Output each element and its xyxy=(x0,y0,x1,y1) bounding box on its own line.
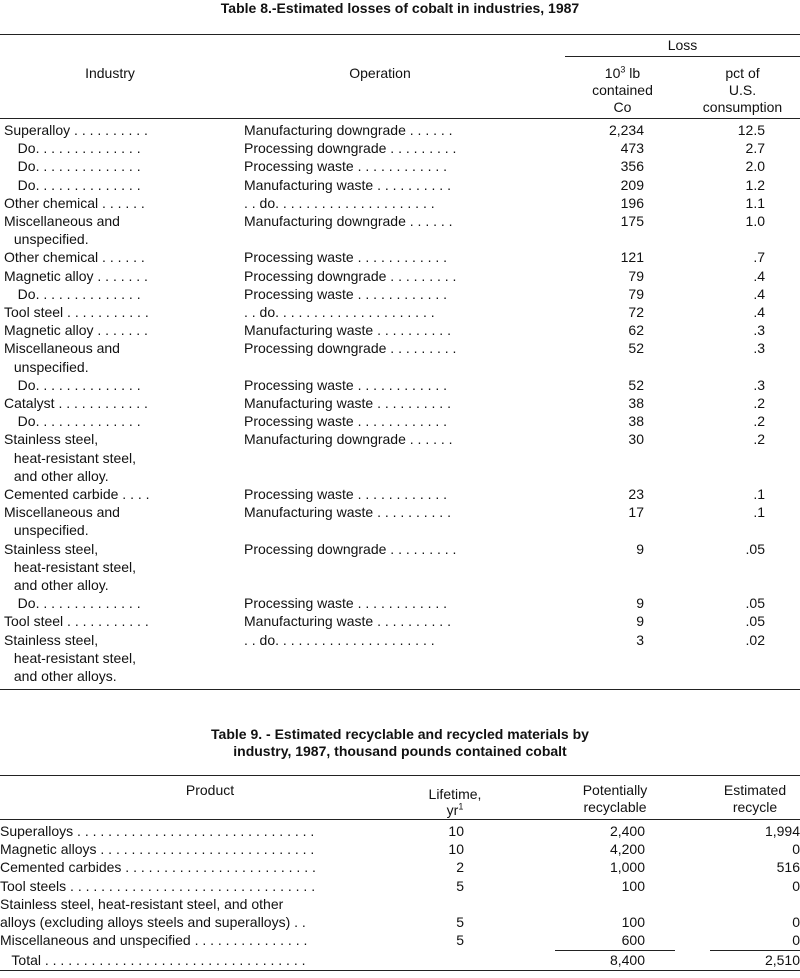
table8-industry-cell: unspecified. xyxy=(10,231,89,248)
table8-industry-cell: Other chemical . . . . . . xyxy=(4,194,145,211)
table9-estimated-cell: 1,994 xyxy=(764,823,800,839)
table9-top-rule xyxy=(0,775,800,776)
table8-header-rule xyxy=(0,118,800,119)
table9-total-potential: 8,400 xyxy=(609,952,645,968)
table8-pct-cell: .3 xyxy=(753,322,765,339)
table9-bottom-rule xyxy=(0,970,800,971)
footnote-marker: 1 xyxy=(458,801,464,812)
table8-pct-cell: .3 xyxy=(753,340,765,357)
table8-industry-cell: Magnetic alloy . . . . . . . xyxy=(4,267,148,284)
table9-product-cell: alloys (excluding alloys steels and superalloys) . . xyxy=(0,914,306,930)
table8-pct-cell: .3 xyxy=(753,376,765,393)
table9-header-rule xyxy=(0,819,800,820)
table8-industry-cell: Cemented carbide . . . . xyxy=(4,486,150,502)
table8-pct-cell: .02 xyxy=(745,631,765,648)
table8-operation-cell: Processing waste . . . . . . . . . . . . xyxy=(244,376,448,393)
table9-lifetime-cell: 10 xyxy=(448,823,464,839)
table8-industry-cell: Miscellaneous and xyxy=(4,213,120,229)
table8-pct-cell: 12.5 xyxy=(737,122,765,138)
table9-potential-cell: 100 xyxy=(621,877,645,894)
table9-product-header: Product xyxy=(185,782,235,798)
table8-operation-cell: . . do. . . . . . . . . . . . . . . . . . . . . xyxy=(244,194,435,211)
table8-industry-cell: Miscellaneous and xyxy=(4,504,120,521)
table9-estimated-header-1: Estimated xyxy=(723,782,787,798)
table8-lb-cell: 17 xyxy=(628,504,644,521)
table8-operation-cell: Processing waste . . . . . . . . . . . . xyxy=(244,158,448,175)
table8-operation-cell: Processing waste . . . . . . . . . . . . xyxy=(244,285,448,302)
table8-pct-cell: .2 xyxy=(753,431,765,448)
table9-potential-cell: 100 xyxy=(621,914,645,930)
table8-pct-cell: 1.2 xyxy=(745,176,765,193)
table8-industry-cell: Catalyst . . . . . . . . . . . . xyxy=(4,395,148,411)
table8-lb-cell: 38 xyxy=(628,395,644,411)
table8-industry-cell: heat-resistant steel, xyxy=(10,449,137,466)
table8-industry-cell: Miscellaneous and xyxy=(4,340,120,357)
table8-title: Table 8.-Estimated losses of cobalt in industries, 1987 xyxy=(220,0,580,16)
table8-pct-cell: .1 xyxy=(753,486,765,502)
table9-product-cell: Tool steels . . . . . . . . . . . . . . . . . . . . . . . . . . . . . . . . xyxy=(0,877,316,894)
table9-total-estimated: 2,510 xyxy=(764,952,800,968)
table8-lb-cell: 38 xyxy=(628,413,644,430)
table8-lb-header-2: contained xyxy=(592,82,653,98)
table8-operation-cell: Processing downgrade . . . . . . . . . xyxy=(244,267,457,284)
table9-lifetime-header-2 xyxy=(410,801,500,819)
table8-operation-cell: Processing downgrade . . . . . . . . . xyxy=(244,540,457,557)
table8-pct-cell: .4 xyxy=(753,285,765,302)
table8-industry-cell: Stainless steel, xyxy=(4,540,99,557)
table8-industry-cell: Do. . . . . . . . . . . . . . xyxy=(6,376,141,393)
table8-industry-cell: Tool steel . . . . . . . . . . . xyxy=(4,304,149,320)
table8-industry-cell: Other chemical . . . . . . xyxy=(4,249,145,266)
table8-lb-cell: 9 xyxy=(636,613,644,630)
table8-industry-cell: and other alloys. xyxy=(10,668,117,684)
table8-lb-cell: 79 xyxy=(628,267,644,284)
table8-pct-cell: 1.1 xyxy=(745,194,765,211)
table8-pct-cell: .4 xyxy=(753,304,765,320)
table8-operation-cell: . . do. . . . . . . . . . . . . . . . . . . . . xyxy=(244,304,435,320)
table8-pct-cell: 1.0 xyxy=(745,213,765,229)
table8-industry-cell: Stainless steel, xyxy=(4,431,99,448)
table9-potential-cell: 600 xyxy=(621,932,645,949)
table8-pct-cell: .7 xyxy=(753,249,765,266)
table8-loss-header: Loss xyxy=(667,37,698,53)
table9-potential-header-1: Potentially xyxy=(582,782,648,798)
table8-operation-cell: Processing waste . . . . . . . . . . . . xyxy=(244,595,448,612)
table8-operation-cell: Manufacturing waste . . . . . . . . . . xyxy=(244,504,451,521)
table8-lb-cell: 175 xyxy=(620,213,644,229)
table9-estimated-cell: 516 xyxy=(776,859,800,876)
table9-lifetime-cell: 5 xyxy=(456,877,464,894)
table9-lifetime-header-1: Lifetime, xyxy=(428,786,482,802)
table8-operation-header: Operation xyxy=(349,65,411,81)
table8-operation-cell: Manufacturing downgrade . . . . . . xyxy=(244,122,453,138)
table8-lb-cell: 79 xyxy=(628,285,644,302)
table8-lb-header-1 xyxy=(565,64,680,82)
table8-lb-cell: 52 xyxy=(628,376,644,393)
table8-industry-cell: unspecified. xyxy=(10,358,89,375)
table9-potential-header-2: recyclable xyxy=(583,799,647,815)
table8-industry-cell: Do. . . . . . . . . . . . . . xyxy=(6,285,141,302)
table8-lb-cell: 52 xyxy=(628,340,644,357)
table9-product-cell: Stainless steel, heat-resistant steel, and other xyxy=(0,895,284,912)
lifetime-unit: yr xyxy=(446,802,459,818)
table8-industry-cell: Tool steel . . . . . . . . . . . xyxy=(4,613,149,630)
table8-operation-cell: Processing downgrade . . . . . . . . . xyxy=(244,140,457,157)
table9-product-cell: Magnetic alloys . . . . . . . . . . . . . . . . . . . . . . . . . . . . xyxy=(0,841,315,858)
table8-pct-cell: .2 xyxy=(753,413,765,430)
table8-pct-header-1: pct of xyxy=(725,65,760,81)
table8-top-rule xyxy=(0,34,800,35)
table8-bottom-rule xyxy=(0,689,800,690)
table8-operation-cell: Processing waste . . . . . . . . . . . . xyxy=(244,249,448,266)
table8-lb-cell: 209 xyxy=(620,176,644,193)
table9-product-cell: Cemented carbides . . . . . . . . . . . . . . . . . . . . . . . . . xyxy=(0,859,316,876)
table8-pct-cell: .1 xyxy=(753,504,765,521)
table9-estimated-cell: 0 xyxy=(792,932,800,949)
table8-lb-cell: 62 xyxy=(628,322,644,339)
table8-industry-cell: heat-resistant steel, xyxy=(10,558,137,575)
table8-industry-cell: heat-resistant steel, xyxy=(10,649,137,666)
table8-industry-cell: unspecified. xyxy=(10,522,89,539)
table8-industry-cell: Do. . . . . . . . . . . . . . xyxy=(6,413,141,430)
table8-pct-cell: .05 xyxy=(745,595,765,612)
table8-industry-cell: Do. . . . . . . . . . . . . . xyxy=(6,140,141,157)
table8-lb-cell: 3 xyxy=(636,631,644,648)
table8-industry-cell: Do. . . . . . . . . . . . . . xyxy=(6,595,141,612)
table9-lifetime-cell: 5 xyxy=(456,914,464,930)
table9-potential-cell: 2,400 xyxy=(609,823,645,839)
table8-pct-cell: 2.0 xyxy=(745,158,765,175)
table8-pct-cell: .2 xyxy=(753,395,765,411)
table8-lb-cell: 9 xyxy=(636,540,644,557)
table9-title-line2: industry, 1987, thousand pounds contained cobalt xyxy=(233,743,567,759)
table8-industry-cell: and other alloy. xyxy=(10,577,109,593)
table8-operation-cell: Processing waste . . . . . . . . . . . . xyxy=(244,413,448,430)
table8-operation-cell: . . do. . . . . . . . . . . . . . . . . . . . . xyxy=(244,631,435,648)
table8-pct-cell: .05 xyxy=(745,540,765,557)
table9-total-label: Total . . . . . . . . . . . . . . . . . . . . . . . . . . . . . . . . . . xyxy=(0,952,306,968)
table8-operation-cell: Manufacturing waste . . . . . . . . . . xyxy=(244,395,451,411)
table8-industry-cell: Do. . . . . . . . . . . . . . xyxy=(6,158,141,175)
table8-industry-cell: and other alloy. xyxy=(10,467,109,484)
lb-exponent: 3 xyxy=(620,64,626,75)
table9-potential-cell: 1,000 xyxy=(609,859,645,876)
table8-operation-cell: Manufacturing waste . . . . . . . . . . xyxy=(244,322,451,339)
table8-industry-header: Industry xyxy=(85,65,135,81)
table8-lb-cell: 23 xyxy=(628,486,644,502)
table8-pct-cell: .4 xyxy=(753,267,765,284)
table9-estimated-cell: 0 xyxy=(792,877,800,894)
table8-operation-cell: Manufacturing downgrade . . . . . . xyxy=(244,431,453,448)
table9-lifetime-cell: 2 xyxy=(456,859,464,876)
table9-lifetime-cell: 10 xyxy=(448,841,464,858)
table8-industry-cell: Magnetic alloy . . . . . . . xyxy=(4,322,148,339)
table8-operation-cell: Manufacturing waste . . . . . . . . . . xyxy=(244,613,451,630)
table8-lb-cell: 9 xyxy=(636,595,644,612)
table8-operation-cell: Processing waste . . . . . . . . . . . . xyxy=(244,486,448,502)
table8-operation-cell: Processing downgrade . . . . . . . . . xyxy=(244,340,457,357)
table9-estimated-cell: 0 xyxy=(792,841,800,858)
table8-industry-cell: Superalloy . . . . . . . . . . xyxy=(4,122,148,138)
table8-lb-cell: 30 xyxy=(628,431,644,448)
table8-pct-cell: 2.7 xyxy=(745,140,765,157)
table8-lb-cell: 2,234 xyxy=(608,122,644,138)
table8-lb-cell: 72 xyxy=(628,304,644,320)
table8-industry-cell: Stainless steel, xyxy=(4,631,99,648)
lb-base: 10 xyxy=(604,65,621,81)
lb-unit: lb xyxy=(625,65,641,81)
table8-lb-cell: 473 xyxy=(620,140,644,157)
table8-pct-header-2: U.S. xyxy=(728,82,757,98)
table8-lb-cell: 196 xyxy=(620,194,644,211)
table8-lb-cell: 356 xyxy=(620,158,644,175)
table8-lb-cell: 121 xyxy=(620,249,644,266)
table9-product-cell: Miscellaneous and unspecified . . . . . . . . . . . . . . . xyxy=(0,932,308,949)
table8-operation-cell: Manufacturing downgrade . . . . . . xyxy=(244,213,453,229)
table9-estimated-header-2: recycle xyxy=(732,799,778,815)
table8-loss-rule xyxy=(565,56,800,57)
table8-industry-cell: Do. . . . . . . . . . . . . . xyxy=(6,176,141,193)
table8-pct-header-3: consumption xyxy=(702,99,783,115)
table8-operation-cell: Manufacturing waste . . . . . . . . . . xyxy=(244,176,451,193)
table9-product-cell: Superalloys . . . . . . . . . . . . . . . . . . . . . . . . . . . . . . . xyxy=(0,823,315,839)
table9-potential-cell: 4,200 xyxy=(609,841,645,858)
table8-lb-header-3: Co xyxy=(613,99,632,115)
table9-estimated-cell: 0 xyxy=(792,914,800,930)
table9-lifetime-cell: 5 xyxy=(456,932,464,949)
table8-pct-cell: .05 xyxy=(745,613,765,630)
table9-title-line1: Table 9. - Estimated recyclable and recycled materials by xyxy=(211,726,589,742)
